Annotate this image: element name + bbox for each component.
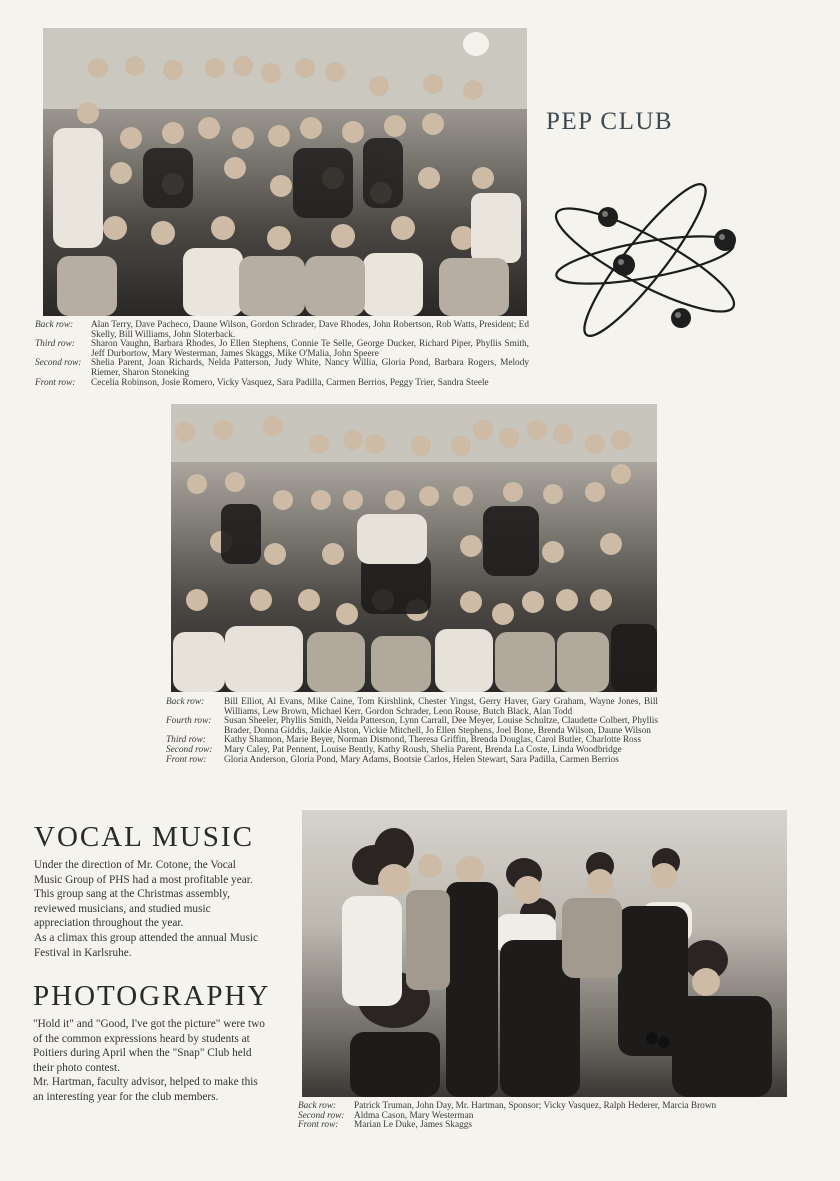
- caption-text: Mary Caley, Pat Pennent, Louise Bently, Kathy Roush, Shelia Parent, Brenda La Coste, Linda Woodbridge: [224, 744, 622, 755]
- caption-label: Third row:: [35, 339, 75, 350]
- photography-caption: [298, 1102, 790, 1131]
- caption-text: Susan Sheeler, Phyllis Smith, Nelda Patterson, Lynn Carrall, Dee Meyer, Louise Schultze, Claudette Colbert, Phyllis Brader, Donna Giddis, Jaikie Alston, Vickie Mitchell, Jo Ellen Stephens, Joel Bone, Brenda Wilson, Daune Wilson: [224, 716, 658, 736]
- vocal-music-caption: [166, 698, 658, 765]
- caption-text: Aldma Cason, Mary Westerman: [354, 1110, 474, 1121]
- caption-label: Second row:: [35, 358, 82, 369]
- photography-title: PHOTOGRAPHY: [33, 980, 271, 1012]
- caption-text: Cecelia Robinson, Josie Romero, Vicky Vasquez, Sara Padilla, Carmen Berrios, Peggy Trier, Sandra Steele: [91, 377, 489, 388]
- caption-label: Back row:: [166, 697, 205, 707]
- caption-text: Gloria Anderson, Gloria Pond, Mary Adams, Bootsie Carlos, Helen Stewart, Sara Padilla, Carmen Berrios: [224, 754, 619, 765]
- caption-row: [35, 379, 529, 389]
- caption-row: [166, 698, 658, 717]
- caption-label: Third row:: [166, 735, 206, 746]
- caption-label: Back row:: [35, 320, 74, 330]
- caption-row: [35, 359, 529, 378]
- photography-paragraph-2: Mr. Hartman, faculty advisor, helped to make this an interesting year for the club members.: [33, 1076, 258, 1103]
- caption-label: Back row:: [298, 1101, 337, 1111]
- caption-row: [166, 756, 658, 766]
- photography-club-photo: [302, 810, 787, 1097]
- caption-text: Alan Terry, Dave Pacheco, Daune Wilson, Gordon Schrader, Dave Rhodes, John Robertson, Rob Watts, President; Ed Skelly, Bill Williams, John Sloterback.: [91, 320, 529, 340]
- vocal-music-title: VOCAL MUSIC: [34, 821, 254, 853]
- caption-row: [166, 717, 658, 736]
- vocal-music-paragraph-2: As a climax this group attended the annual Music Festival in Karlsruhe.: [34, 931, 259, 959]
- vocal-music-body: [34, 858, 266, 960]
- caption-text: Sharon Vaughn, Barbara Rhodes, Jo Ellen Stephens, Connie Te Selle, George Ducker, Richard Piper, Phyllis Smith, Jeff Durbortow, Mary Westerman, James Skaggs, Mike O'Malia, John Speere: [91, 339, 529, 359]
- caption-label: Front row:: [298, 1120, 339, 1131]
- caption-text: Shelia Parent, Joan Richards, Nelda Patterson, Judy White, Nancy Willia, Gloria Pond, Barbara Rogers, Melody Riemer, Sharon Stoneking: [91, 358, 529, 378]
- caption-row: [35, 321, 529, 340]
- caption-text: Marian Le Duke, James Skaggs: [354, 1120, 472, 1131]
- caption-label: Second row:: [298, 1110, 345, 1121]
- caption-label: Second row:: [166, 744, 213, 755]
- pep-club-photo: [43, 28, 527, 316]
- atom-icon: [550, 170, 750, 360]
- caption-label: Fourth row:: [166, 716, 212, 727]
- caption-row: [35, 340, 529, 359]
- photography-paragraph: "Hold it" and "Good, I've got the picture" were two of the common expressions heard by students at Poitiers during April when the "Snap" Club held their photo contest.: [33, 1018, 265, 1074]
- caption-text: Bill Elliot, Al Evans, Mike Caine, Tom Kirshlink, Chester Yingst, Gerry Haver, Gary Graham, Wayne Jones, Bill Williams, Lew Brown, Michael Kerr, Gordon Schrader, Leon Rouse, Butch Black, Alan Todd: [224, 697, 658, 717]
- caption-row: [298, 1121, 790, 1131]
- caption-text: Patrick Truman, John Day, Mr. Hartman, Sponsor; Vicky Vasquez, Ralph Hederer, Marcia Brown: [354, 1101, 717, 1111]
- vocal-music-group-photo: [171, 404, 657, 692]
- photography-body: [33, 1017, 266, 1105]
- caption-text: Kathy Shannon, Marie Beyer, Norman Dismond, Theresa Griffin, Brenda Douglas, Carol Butler, Charlotte Ross: [224, 735, 641, 746]
- pep-club-caption: [35, 321, 529, 388]
- vocal-music-paragraph: Under the direction of Mr. Cotone, the Vocal Music Group of PHS had a most profitable year. This group sang at the Christmas assembly, reviewed musicians, and studied music appreciation throughout the year.: [34, 859, 253, 930]
- caption-label: Front row:: [35, 377, 76, 388]
- pep-club-title: PEP CLUB: [546, 108, 674, 135]
- caption-label: Front row:: [166, 754, 207, 765]
